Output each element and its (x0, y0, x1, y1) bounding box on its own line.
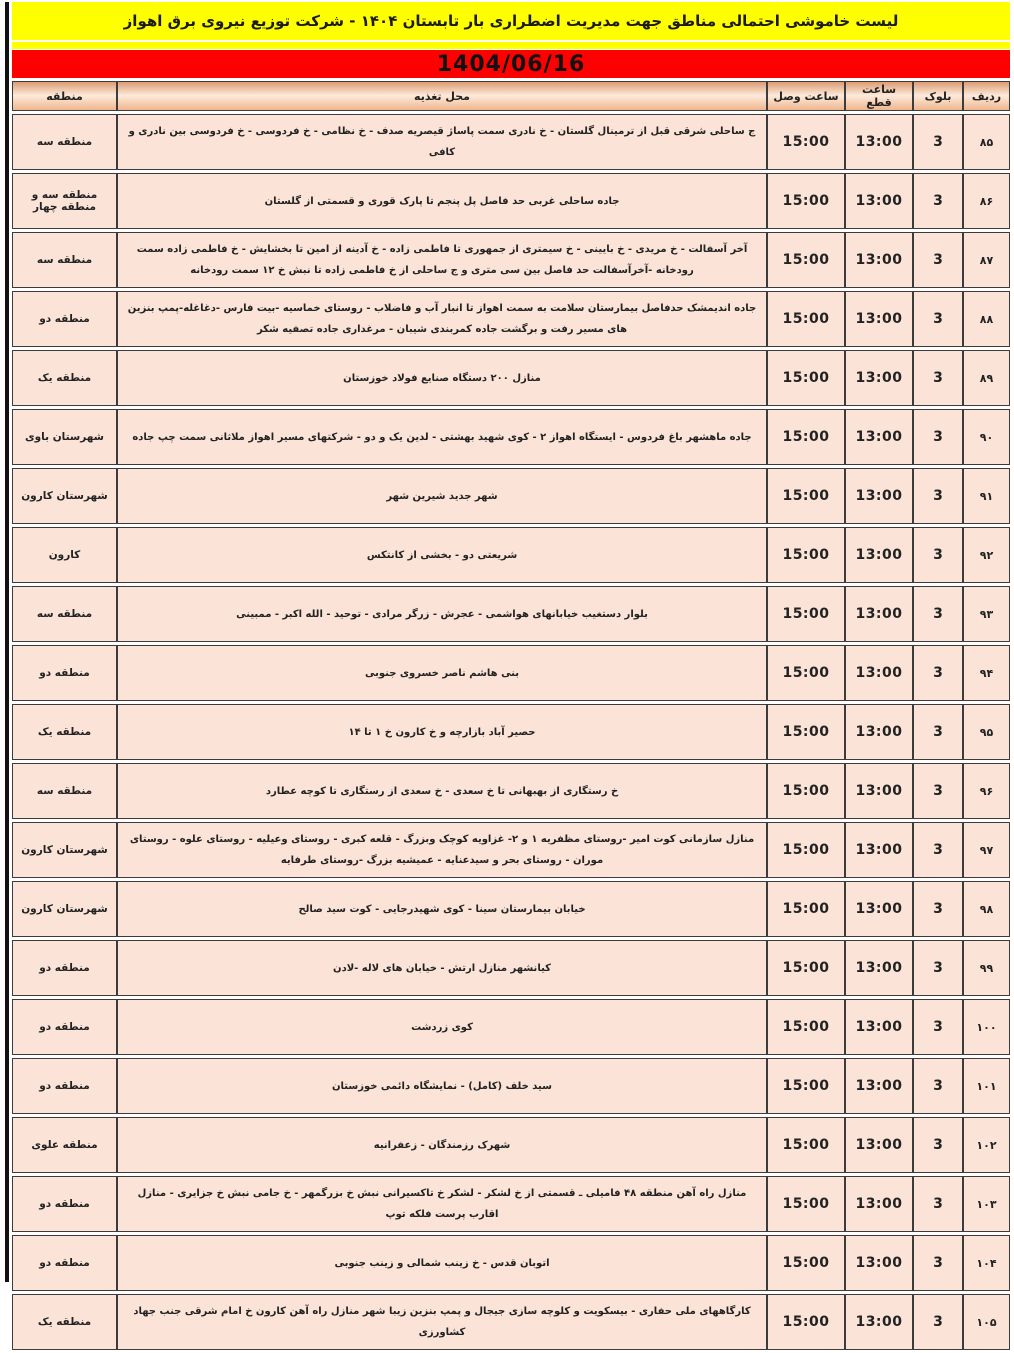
region-cell: منطقه دو (12, 940, 117, 996)
region-cell: منطقه علوی (12, 1117, 117, 1173)
connect-time-cell: 15:00 (767, 586, 845, 642)
connect-time-cell: 15:00 (767, 173, 845, 229)
region-cell: منطقه دو (12, 1058, 117, 1114)
cut-time-cell: 13:00 (845, 1117, 913, 1173)
block-cell: 3 (913, 704, 963, 760)
region-cell: منطقه سه (12, 586, 117, 642)
title-banner (12, 2, 1010, 40)
region-cell: کارون (12, 527, 117, 583)
table-row (12, 1176, 1010, 1232)
block-cell: 3 (913, 173, 963, 229)
region-cell: منطقه یک (12, 350, 117, 406)
table-row (12, 173, 1010, 229)
cut-time-cell: 13:00 (845, 999, 913, 1055)
row-number-cell: ۱۰۰ (963, 999, 1010, 1055)
block-cell: 3 (913, 822, 963, 878)
location-cell: منازل ۲۰۰ دستگاه صنایع فولاد خوزستان (117, 350, 767, 406)
cut-time-cell: 13:00 (845, 1294, 913, 1350)
header-cut-time: ساعت قطع (845, 81, 913, 111)
location-cell: حصیر آباد بازارچه و خ کارون خ ۱ تا ۱۴ (117, 704, 767, 760)
table-row (12, 1294, 1010, 1350)
table-row (12, 1235, 1010, 1291)
table-row (12, 999, 1010, 1055)
connect-time-cell: 15:00 (767, 527, 845, 583)
block-cell: 3 (913, 645, 963, 701)
header-block: بلوک (913, 81, 963, 111)
cut-time-cell: 13:00 (845, 114, 913, 170)
row-number-cell: ۸۷ (963, 232, 1010, 288)
outage-table (12, 78, 1010, 1353)
cut-time-cell: 13:00 (845, 350, 913, 406)
location-cell: آخر آسفالت - خ مریدی - خ بایینی - خ سیمتری از جمهوری تا فاطمی زاده - خ آدینه از امین تا بخشایش - خ فاطمی زاده سمت رودخانه -آخرآسفالت حد فاصل بین سی متری و ج ساحلی از خ فاطمی زاده تا نبش خ ۱۲ سمت رودخانه (117, 232, 767, 288)
row-number-cell: ۹۷ (963, 822, 1010, 878)
cut-time-cell: 13:00 (845, 940, 913, 996)
location-cell: کارگاههای ملی حفاری - بیسکویت و کلوچه سازی جیجال و پمپ بنزین زیبا شهر منازل راه آهن کارون خ امام شرقی جنب جهاد کشاورزی (117, 1294, 767, 1350)
cut-time-cell: 13:00 (845, 881, 913, 937)
location-cell: اتوبان قدس - خ زینب شمالی و زینب جنوبی (117, 1235, 767, 1291)
location-cell: کوی زردشت (117, 999, 767, 1055)
cut-time-cell: 13:00 (845, 1235, 913, 1291)
block-cell: 3 (913, 1176, 963, 1232)
region-cell: منطقه دو (12, 1176, 117, 1232)
title-banner-strip (12, 42, 1010, 49)
block-cell: 3 (913, 881, 963, 937)
table-row (12, 822, 1010, 878)
row-number-cell: ۹۳ (963, 586, 1010, 642)
cut-time-cell: 13:00 (845, 645, 913, 701)
connect-time-cell: 15:00 (767, 881, 845, 937)
block-cell: 3 (913, 1235, 963, 1291)
row-number-cell: ۱۰۳ (963, 1176, 1010, 1232)
connect-time-cell: 15:00 (767, 940, 845, 996)
connect-time-cell: 15:00 (767, 1117, 845, 1173)
row-number-cell: ۹۹ (963, 940, 1010, 996)
connect-time-cell: 15:00 (767, 645, 845, 701)
block-cell: 3 (913, 999, 963, 1055)
connect-time-cell: 15:00 (767, 232, 845, 288)
page-left-border (5, 2, 9, 1282)
location-cell: جاده اندیمشک حدفاصل بیمارستان سلامت به سمت اهواز تا انبار آب و فاضلاب - روستای خماسیه -بیت فارس -دغاغله-پمپ بنزین های مسیر رفت و برگشت جاده کمربندی شیبان - مرغداری جاده تصفیه شکر (117, 291, 767, 347)
table-row (12, 114, 1010, 170)
row-number-cell: ۱۰۲ (963, 1117, 1010, 1173)
cut-time-cell: 13:00 (845, 468, 913, 524)
location-cell: منازل راه آهن منطقه ۴۸ فامیلی ـ قسمتی از خ لشکر - لشکر خ تاکسیرانی نبش خ بزرگمهر - خ جامی نبش خ جزایری - منازل اقارب پرست فلکه توپ (117, 1176, 767, 1232)
row-number-cell: ۸۹ (963, 350, 1010, 406)
connect-time-cell: 15:00 (767, 350, 845, 406)
page-title: لیست خاموشی احتمالی مناطق جهت مدیریت اضطراری بار تابستان ۱۴۰۴ - شرکت توزیع نیروی برق اهواز (123, 12, 899, 30)
location-cell: سید خلف (کامل) - نمایشگاه دائمی خوزستان (117, 1058, 767, 1114)
table-row (12, 940, 1010, 996)
location-cell: شهرک رزمندگان - زعفرانیه (117, 1117, 767, 1173)
row-number-cell: ۸۶ (963, 173, 1010, 229)
connect-time-cell: 15:00 (767, 999, 845, 1055)
block-cell: 3 (913, 114, 963, 170)
block-cell: 3 (913, 586, 963, 642)
block-cell: 3 (913, 940, 963, 996)
block-cell: 3 (913, 409, 963, 465)
region-cell: منطقه دو (12, 1235, 117, 1291)
region-cell: منطقه سه (12, 763, 117, 819)
cut-time-cell: 13:00 (845, 173, 913, 229)
connect-time-cell: 15:00 (767, 1235, 845, 1291)
table-row (12, 1058, 1010, 1114)
location-cell: بنی هاشم ناصر خسروی جنوبی (117, 645, 767, 701)
row-number-cell: ۱۰۵ (963, 1294, 1010, 1350)
location-cell: کیانشهر منازل ارتش - خیابان های لاله -لادن (117, 940, 767, 996)
row-number-cell: ۹۲ (963, 527, 1010, 583)
region-cell: شهرستان کارون (12, 881, 117, 937)
connect-time-cell: 15:00 (767, 114, 845, 170)
region-cell: شهرستان کارون (12, 822, 117, 878)
table-row (12, 645, 1010, 701)
connect-time-cell: 15:00 (767, 1294, 845, 1350)
location-cell: جاده ماهشهر باغ فردوس - ایستگاه اهواز ۲ - کوی شهید بهشتی - لدین یک و دو - شرکتهای مسیر اهواز ملاثانی سمت چپ جاده (117, 409, 767, 465)
region-cell: شهرستان کارون (12, 468, 117, 524)
region-cell: منطقه سه و منطقه چهار (12, 173, 117, 229)
cut-time-cell: 13:00 (845, 232, 913, 288)
region-cell: شهرستان باوی (12, 409, 117, 465)
schedule-date: 1404/06/16 (436, 51, 586, 77)
table-row (12, 350, 1010, 406)
cut-time-cell: 13:00 (845, 291, 913, 347)
table-row (12, 468, 1010, 524)
connect-time-cell: 15:00 (767, 822, 845, 878)
region-cell: منطقه یک (12, 1294, 117, 1350)
table-row (12, 1117, 1010, 1173)
table-row (12, 527, 1010, 583)
connect-time-cell: 15:00 (767, 468, 845, 524)
location-cell: خیابان بیمارستان سینا - کوی شهیدرجایی - کوت سید صالح (117, 881, 767, 937)
block-cell: 3 (913, 468, 963, 524)
region-cell: منطقه دو (12, 291, 117, 347)
block-cell: 3 (913, 1117, 963, 1173)
header-location: محل تغذیه (117, 81, 767, 111)
cut-time-cell: 13:00 (845, 822, 913, 878)
cut-time-cell: 13:00 (845, 1058, 913, 1114)
outage-schedule-page (12, 2, 1010, 1353)
connect-time-cell: 15:00 (767, 704, 845, 760)
table-row (12, 232, 1010, 288)
row-number-cell: ۱۰۴ (963, 1235, 1010, 1291)
table-row (12, 704, 1010, 760)
block-cell: 3 (913, 1058, 963, 1114)
region-cell: منطقه یک (12, 704, 117, 760)
location-cell: شهر جدید شیرین شهر (117, 468, 767, 524)
region-cell: منطقه دو (12, 999, 117, 1055)
location-cell: خ رستگاری از بهبهانی تا خ سعدی - خ سعدی از رستگاری تا کوچه عطارد (117, 763, 767, 819)
location-cell: شریعتی دو - بخشی از کانتکس (117, 527, 767, 583)
block-cell: 3 (913, 527, 963, 583)
header-region: منطقه (12, 81, 117, 111)
connect-time-cell: 15:00 (767, 409, 845, 465)
connect-time-cell: 15:00 (767, 763, 845, 819)
header-connect-time: ساعت وصل (767, 81, 845, 111)
block-cell: 3 (913, 232, 963, 288)
row-number-cell: ۹۸ (963, 881, 1010, 937)
table-header-row (12, 81, 1010, 111)
cut-time-cell: 13:00 (845, 704, 913, 760)
row-number-cell: ۹۱ (963, 468, 1010, 524)
block-cell: 3 (913, 291, 963, 347)
cut-time-cell: 13:00 (845, 1176, 913, 1232)
table-row (12, 763, 1010, 819)
row-number-cell: ۸۵ (963, 114, 1010, 170)
connect-time-cell: 15:00 (767, 1058, 845, 1114)
table-row (12, 586, 1010, 642)
location-cell: منازل سازمانی کوت امیر -روستای مظفریه ۱ و ۲- غزاویه کوچک وبزرگ - قلعه کبری - روستای وعیلیه - روستای علوه - روستای موران - روستای بحر و سیدعنایه - عمیشیه بزرگ -روستای طرفایه (117, 822, 767, 878)
block-cell: 3 (913, 1294, 963, 1350)
connect-time-cell: 15:00 (767, 1176, 845, 1232)
cut-time-cell: 13:00 (845, 527, 913, 583)
row-number-cell: ۹۰ (963, 409, 1010, 465)
header-row-no: ردیف (963, 81, 1010, 111)
table-row (12, 409, 1010, 465)
cut-time-cell: 13:00 (845, 763, 913, 819)
row-number-cell: ۱۰۱ (963, 1058, 1010, 1114)
row-number-cell: ۹۴ (963, 645, 1010, 701)
region-cell: منطقه سه (12, 232, 117, 288)
row-number-cell: ۹۵ (963, 704, 1010, 760)
row-number-cell: ۹۶ (963, 763, 1010, 819)
table-body (12, 114, 1010, 1350)
block-cell: 3 (913, 350, 963, 406)
location-cell: جاده ساحلی غربی حد فاصل پل پنجم تا پارک قوری و قسمتی از گلستان (117, 173, 767, 229)
connect-time-cell: 15:00 (767, 291, 845, 347)
location-cell: بلوار دستغیب خیابانهای هواشمی - عجرش - زرگر مرادی - توحید - الله اکبر - ممبینی (117, 586, 767, 642)
date-banner (12, 50, 1010, 78)
region-cell: منطقه سه (12, 114, 117, 170)
cut-time-cell: 13:00 (845, 586, 913, 642)
row-number-cell: ۸۸ (963, 291, 1010, 347)
location-cell: ج ساحلی شرقی قبل از ترمینال گلستان - خ نادری سمت پاساژ قیصریه صدف - خ نظامی - خ فردوسی - خ فردوسی بین نادری و کافی (117, 114, 767, 170)
block-cell: 3 (913, 763, 963, 819)
table-row (12, 881, 1010, 937)
region-cell: منطقه دو (12, 645, 117, 701)
cut-time-cell: 13:00 (845, 409, 913, 465)
table-row (12, 291, 1010, 347)
